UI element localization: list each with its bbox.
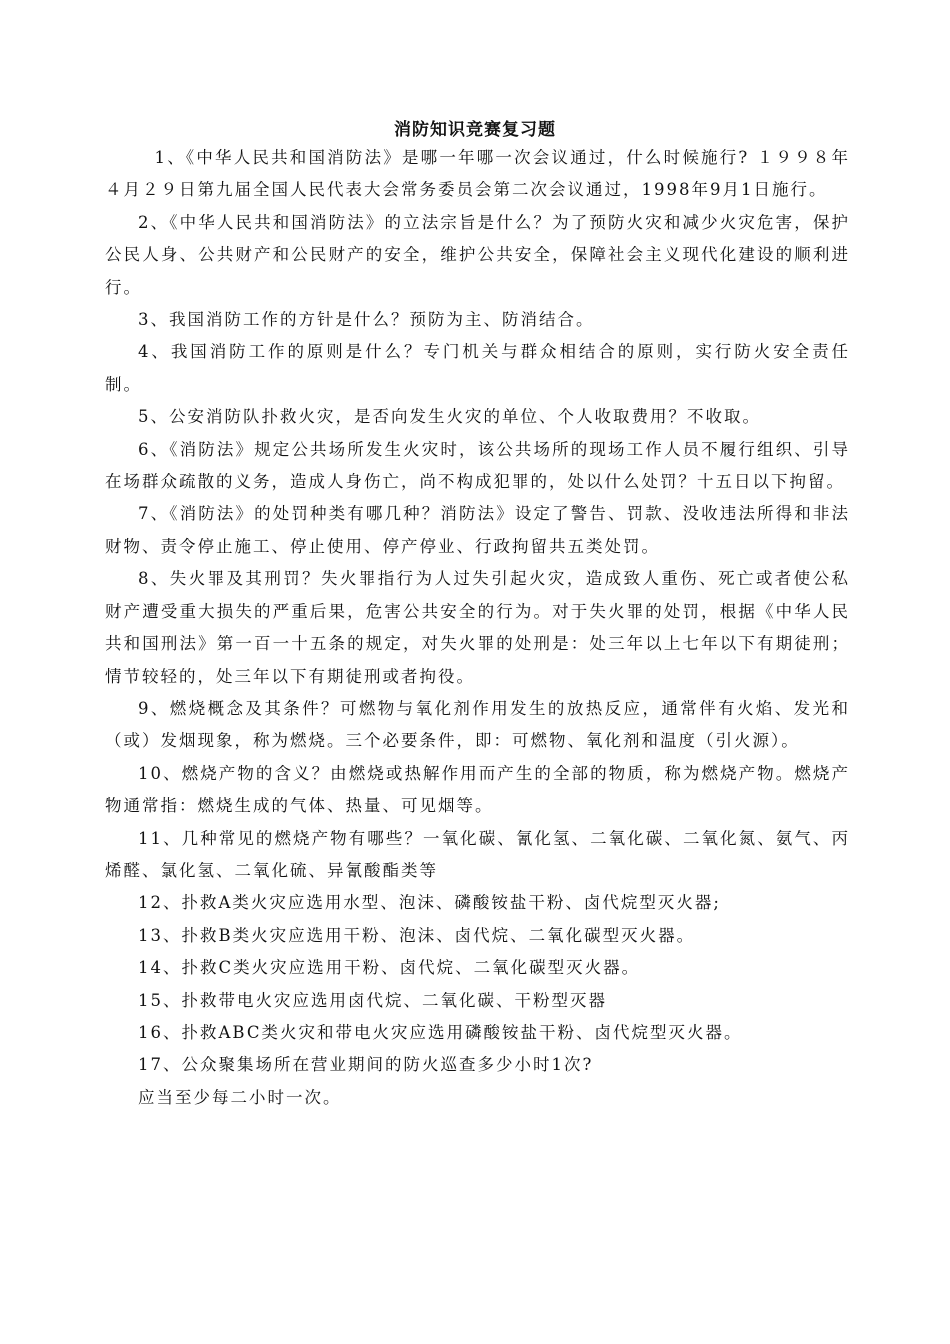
paragraph-15: 15、扑救带电火灾应选用卤代烷、二氧化碳、干粉型灭器 (138, 990, 607, 1010)
paragraph-8: 8、失火罪及其刑罚？失火罪指行为人过失引起火灾，造成致人重伤、死亡或者使公私财产遭受重大损失的严重后果，危害公共安全的行为。对于失火罪的处罚，根据《中华人民共和国刑法》第一百一十五条的规定，对失火罪的处刑是：处三年以上七年以下有期徒刑；情节较轻的，处三年以下有期徒刑或者拘役。 (105, 569, 850, 686)
document-body (105, 142, 850, 1114)
paragraph-10: 10、燃烧产物的含义？由燃烧或热解作用而产生的全部的物质，称为燃烧产物。燃烧产物通常指：燃烧生成的气体、热量、可见烟等。 (105, 763, 850, 816)
paragraph-6: 6、《消防法》规定公共场所发生火灾时，该公共场所的现场工作人员不履行组织、引导在场群众疏散的义务，造成人身伤亡，尚不构成犯罪的，处以什么处罚？十五日以下拘留。 (105, 439, 850, 492)
paragraph-1: 1、《中华人民共和国消防法》是哪一年哪一次会议通过，什么时候施行? １９９８年４月２９日第九届全国人民代表大会常务委员会第二次会议通过，1998年9月1日施行。 (105, 148, 850, 200)
paragraph-13: 13、扑救B类火灾应选用干粉、泡沫、卤代烷、二氧化碳型灭火器。 (138, 925, 696, 945)
paragraph-12: 12、扑救A类火灾应选用水型、泡沫、磷酸铵盐干粉、卤代烷型灭火器; (138, 893, 721, 913)
paragraph-5: 5、公安消防队扑救火灾，是否向发生火灾的单位、个人收取费用？不收取。 (138, 407, 761, 427)
paragraph-2: 2、《中华人民共和国消防法》的立法宗旨是什么？为了预防火灾和减少火灾危害，保护公民人身、公共财产和公民财产的安全，维护公共安全，保障社会主义现代化建设的顺利进行。 (105, 212, 850, 297)
paragraph-4: 4、我国消防工作的原则是什么？专门机关与群众相结合的原则，实行防火安全责任制。 (105, 342, 850, 394)
paragraph-14: 14、扑救C类火灾应选用干粉、卤代烷、二氧化碳型灭火器。 (138, 958, 641, 978)
paragraph-11: 11、几种常见的燃烧产物有哪些？一氧化碳、氰化氢、二氧化碳、二氧化氮、氨气、丙烯醛、氯化氢、二氧化硫、异氰酸酯类等 (105, 828, 850, 880)
document-title: 消防知识竞赛复习题 (394, 120, 556, 140)
paragraph-16: 16、扑救ABC类火灾和带电火灾应选用磷酸铵盐干粉、卤代烷型灭火器。 (138, 1022, 743, 1042)
paragraph-3: 3、我国消防工作的方针是什么？预防为主、防消结合。 (138, 310, 595, 330)
paragraph-7: 7、《消防法》的处罚种类有哪几种？消防法》设定了警告、罚款、没收违法所得和非法财物、责令停止施工、停止使用、停产停业、行政拘留共五类处罚。 (105, 504, 850, 556)
paragraph-17-answer: 应当至少每二小时一次。 (138, 1087, 342, 1107)
paragraph-9: 9、燃烧概念及其条件？可燃物与氧化剂作用发生的放热反应，通常伴有火焰、发光和（或）发烟现象，称为燃烧。三个必要条件，即：可燃物、氧化剂和温度（引火源）。 (105, 698, 850, 751)
paragraph-17: 17、公众聚集场所在营业期间的防火巡查多少小时1次? (138, 1055, 594, 1075)
